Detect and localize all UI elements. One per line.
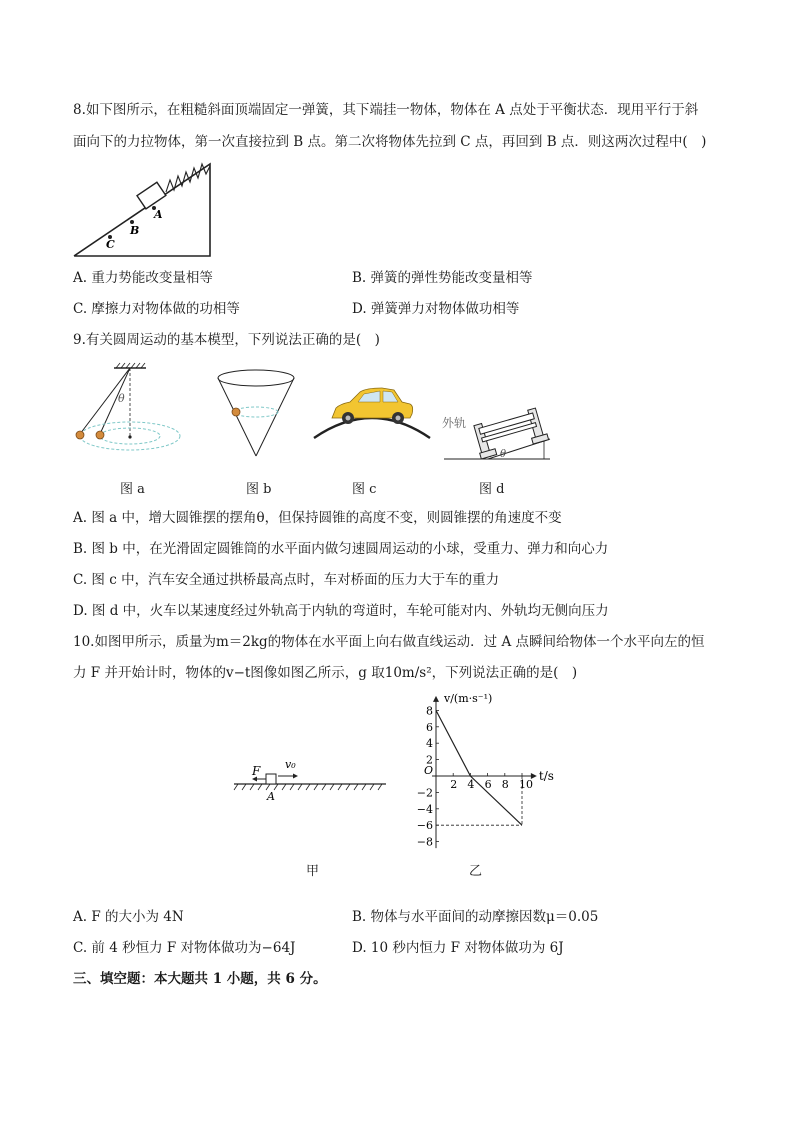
x-tick-label: 4 — [467, 778, 475, 791]
x-tick-label: 10 — [519, 778, 533, 791]
origin-label: O — [424, 764, 434, 777]
y-tick-label: 2 — [426, 753, 433, 767]
y-tick-label: −8 — [416, 835, 433, 849]
spring — [166, 164, 210, 192]
q9-figure-c — [310, 380, 432, 442]
q9-option-d: D. 图 d 中，火车以某速度经过外轨高于内轨的弯道时，车轮可能对内、外轨均无侧向压力 — [73, 603, 609, 619]
q10-caption-yi: 乙 — [469, 864, 483, 879]
q9-caption-c: 图 c — [352, 482, 377, 497]
y-axis-label: v/(m·s⁻¹) — [444, 691, 493, 705]
theta-d-label: θ — [500, 449, 507, 460]
y-tick-label: −4 — [416, 802, 433, 816]
q9-option-c: C. 图 c 中，汽车安全通过拱桥最高点时，车对桥面的压力大于车的重力 — [73, 572, 500, 588]
q10-figure-jia — [230, 752, 390, 804]
q9-caption-a: 图 a — [120, 482, 145, 497]
series-line — [436, 710, 522, 825]
y-axis-arrow — [433, 696, 439, 702]
q10-caption-jia: 甲 — [306, 864, 320, 879]
y-tick-label: −6 — [416, 819, 433, 833]
y-tick-label: 4 — [426, 737, 433, 751]
theta-label: θ — [118, 392, 125, 405]
y-tick-label: 6 — [426, 720, 433, 734]
point-c-label: C — [106, 238, 115, 251]
q9-figure-d — [440, 395, 555, 465]
vt-chart — [400, 688, 570, 858]
y-tick-label: −2 — [416, 786, 433, 800]
q8-stem-line1: 8.如下图所示，在粗糙斜面顶端固定一弹簧，其下端挂一物体，物体在 A 点处于平衡状态．现用平行于斜 — [73, 102, 699, 118]
block — [137, 182, 166, 209]
x-tick-label: 2 — [450, 778, 458, 791]
y-tick-label: 8 — [426, 704, 433, 718]
q9-option-b: B. 图 b 中，在光滑固定圆锥筒的水平面内做匀速圆周运动的小球，受重力、弹力和向心力 — [73, 541, 609, 557]
x-tick-label: 8 — [501, 778, 509, 791]
force-label: F — [252, 764, 261, 778]
v0-label: v₀ — [285, 758, 296, 771]
q8-option-b: B. 弹簧的弹性势能改变量相等 — [352, 270, 533, 286]
point-b-label: B — [130, 224, 140, 237]
q10-option-b: B. 物体与水平面间的动摩擦因数μ＝0.05 — [352, 909, 599, 925]
outer-rail-label: 外轨 — [442, 416, 467, 430]
q9-option-a: A. 图 a 中，增大圆锥摆的摆角θ，但保持圆锥的高度不变，则圆锥摆的角速度不变 — [73, 510, 562, 526]
q8-option-d: D. 弹簧弹力对物体做功相等 — [352, 301, 520, 317]
q8-incline-figure — [70, 160, 220, 260]
section-3-heading: 三、填空题：本大题共 1 小题，共 6 分。 — [73, 971, 327, 987]
point-a-label: A — [267, 790, 275, 803]
x-tick-label: 6 — [484, 778, 492, 791]
x-axis-label: t/s — [538, 769, 554, 783]
q9-stem: 9.有关圆周运动的基本模型，下列说法正确的是( ) — [73, 332, 380, 348]
point-a-label: A — [154, 208, 163, 221]
q10-option-d: D. 10 秒内恒力 F 对物体做功为 6J — [352, 940, 564, 956]
q10-option-c: C. 前 4 秒恒力 F 对物体做功为−64J — [73, 940, 296, 956]
q8-option-a: A. 重力势能改变量相等 — [73, 270, 213, 286]
q9-caption-b: 图 b — [246, 482, 272, 497]
q10-stem-line1: 10.如图甲所示，质量为m＝2kg的物体在水平面上向右做直线运动．过 A 点瞬间给物体一个水平向左的恒 — [73, 634, 705, 650]
q10-stem-line2: 力 F 并开始计时，物体的v−t图像如图乙所示，g 取10m/s²，下列说法正确的是( ) — [73, 665, 578, 681]
q9-figure-a — [66, 362, 196, 462]
q9-figure-b — [208, 368, 308, 463]
q8-stem-line2: 面向下的力拉物体，第一次直接拉到 B 点。第二次将物体先拉到 C 点，再回到 B 点．则这两次过程中( ) — [73, 134, 707, 150]
q9-caption-d: 图 d — [479, 482, 505, 497]
q10-option-a: A. F 的大小为 4N — [73, 909, 184, 925]
q8-option-c: C. 摩擦力对物体做的功相等 — [73, 301, 240, 317]
